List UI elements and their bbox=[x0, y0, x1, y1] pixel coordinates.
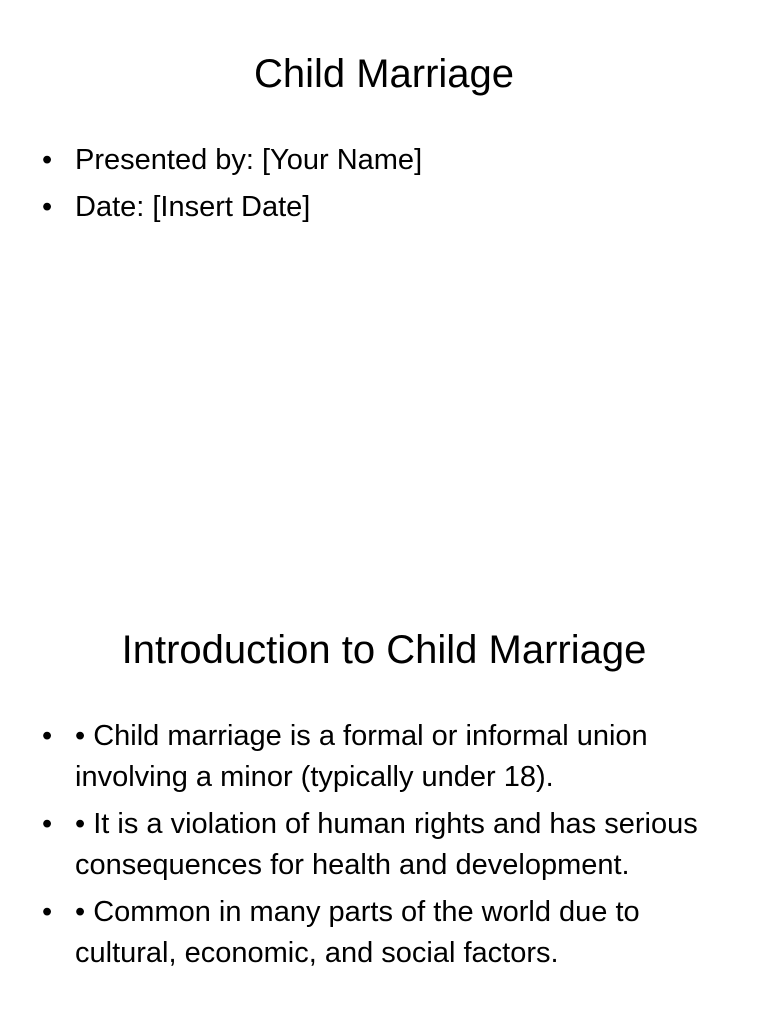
bullet-icon: • bbox=[42, 896, 53, 928]
bullet-icon: • bbox=[42, 720, 53, 752]
slide-2 bbox=[0, 576, 768, 1024]
slide-title: Child Marriage bbox=[253, 52, 515, 96]
list-item bbox=[38, 716, 718, 798]
list-item bbox=[38, 140, 718, 181]
bullet-icon: • bbox=[42, 191, 53, 223]
bullet-text: • Child marriage is a formal or informal union involving a minor (typically under 18). bbox=[75, 720, 648, 793]
bullet-list bbox=[38, 140, 718, 234]
list-item bbox=[38, 804, 718, 886]
bullet-text: Presented by: [Your Name] bbox=[75, 144, 423, 176]
list-item bbox=[38, 187, 718, 228]
slide-title: Introduction to Child Marriage bbox=[121, 628, 647, 672]
bullet-icon: • bbox=[42, 808, 53, 840]
bullet-text: Date: [Insert Date] bbox=[75, 191, 311, 223]
bullet-icon: • bbox=[42, 144, 53, 176]
bullet-text: • Common in many parts of the world due to cultural, economic, and social factors. bbox=[75, 896, 640, 969]
bullet-text: • It is a violation of human rights and has serious consequences for health and development. bbox=[75, 808, 698, 881]
list-item bbox=[38, 892, 718, 974]
bullet-list bbox=[38, 716, 718, 980]
